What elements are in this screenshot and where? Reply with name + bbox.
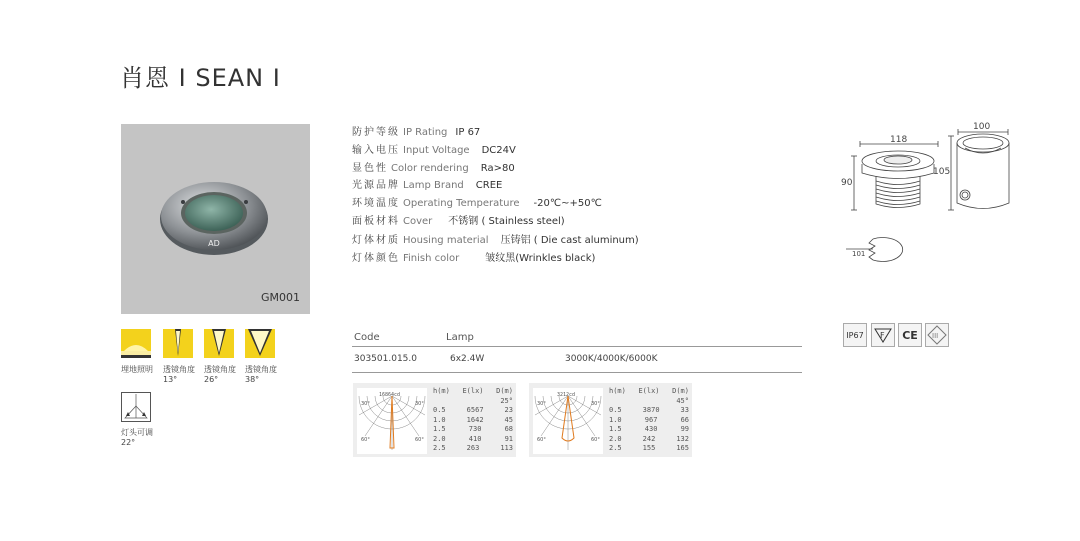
polar-diagram bbox=[533, 388, 603, 454]
svg-text:3212cd: 3212cd bbox=[557, 392, 576, 398]
beam-label: 透镜角度 26° bbox=[204, 365, 236, 384]
svg-text:16864cd: 16864cd bbox=[379, 392, 401, 398]
polar-diagram bbox=[357, 388, 427, 454]
beam-label: 埋地照明 bbox=[121, 365, 153, 374]
photometric-table: h(m) E(lx) D(m) 25° 0.5 6567 23 1.0 1642 45 1.5 730 68 2.0 410 91 2.5 263 113 bbox=[433, 387, 513, 452]
adjust-label: 灯头可调 22° bbox=[121, 428, 153, 447]
beam-label: 透镜角度 38° bbox=[245, 365, 277, 384]
class-iii-icon bbox=[925, 323, 949, 347]
svg-text:III: III bbox=[932, 332, 939, 340]
svg-text:101: 101 bbox=[852, 250, 866, 258]
svg-text:30°: 30° bbox=[361, 401, 370, 407]
code-header: Code bbox=[354, 332, 380, 343]
svg-text:60°: 60° bbox=[591, 437, 600, 443]
svg-text:105: 105 bbox=[933, 167, 951, 177]
svg-text:60°: 60° bbox=[361, 437, 370, 443]
model-label: GM001 bbox=[260, 291, 300, 304]
table-row: 1.5 430 99 bbox=[609, 425, 689, 433]
table-divider bbox=[352, 346, 802, 347]
svg-text:30°: 30° bbox=[415, 401, 424, 407]
beam-label: 透镜角度 13° bbox=[163, 365, 195, 384]
photometric-panel bbox=[529, 383, 692, 457]
spec-row: 灯体颜色 Finish color 皱纹黑(Wrinkles black) bbox=[352, 253, 596, 264]
inground-beam-icon bbox=[121, 329, 151, 358]
svg-text:90: 90 bbox=[841, 178, 853, 188]
photometric-panel bbox=[353, 383, 516, 457]
svg-text:30°: 30° bbox=[591, 401, 600, 407]
table-row: 0.5 6567 23 bbox=[433, 406, 513, 414]
spec-row: 防护等级 IP Rating IP 67 bbox=[352, 127, 481, 138]
spec-row: 输入电压 Input Voltage DC24V bbox=[352, 145, 516, 156]
dimension-drawing bbox=[838, 118, 1038, 268]
table-row: 0.5 3870 33 bbox=[609, 406, 689, 414]
f-mark-icon bbox=[871, 323, 895, 347]
lamp-header: Lamp bbox=[446, 332, 474, 343]
beam-13-icon bbox=[163, 329, 193, 358]
code-value: 303501.015.0 bbox=[354, 354, 417, 364]
table-row: 1.5 730 68 bbox=[433, 425, 513, 433]
beam-26-icon bbox=[204, 329, 234, 358]
spec-row: 显色性 Color rendering Ra>80 bbox=[352, 163, 515, 174]
table-row: 2.0 242 132 bbox=[609, 434, 689, 443]
lamp-value: 6x2.4W bbox=[450, 354, 485, 364]
svg-text:60°: 60° bbox=[415, 437, 424, 443]
table-row: 2.5 155 165 bbox=[609, 444, 689, 452]
lamp-image bbox=[121, 124, 310, 314]
ce-icon: CE bbox=[898, 323, 922, 347]
page-title: 肖恩 I SEAN I bbox=[120, 64, 281, 92]
spec-row: 灯体材质 Housing material 压铸铝 ( Die cast aluminum) bbox=[352, 235, 639, 246]
table-row: 1.0 967 66 bbox=[609, 415, 689, 424]
table-row: 2.5 263 113 bbox=[433, 444, 513, 452]
svg-text:F: F bbox=[880, 331, 885, 340]
product-photo bbox=[121, 124, 310, 314]
spec-row: 面板材料 Cover 不锈钢 ( Stainless steel) bbox=[352, 216, 565, 227]
table-divider bbox=[352, 372, 802, 373]
spec-row: 光源品牌 Lamp Brand CREE bbox=[352, 180, 503, 191]
logo: AD bbox=[208, 239, 220, 248]
svg-text:30°: 30° bbox=[537, 401, 546, 407]
table-row: 1.0 1642 45 bbox=[433, 415, 513, 424]
table-row: 2.0 410 91 bbox=[433, 434, 513, 443]
cct-value: 3000K/4000K/6000K bbox=[565, 354, 658, 364]
adjustable-head-icon bbox=[121, 392, 151, 422]
photometric-table: h(m) E(lx) D(m) 45° 0.5 3870 33 1.0 967 66 1.5 430 99 2.0 242 132 2.5 155 165 bbox=[609, 387, 689, 452]
svg-text:100: 100 bbox=[973, 122, 991, 132]
svg-text:60°: 60° bbox=[537, 437, 546, 443]
spec-row: 环境温度 Operating Temperature -20℃~+50℃ bbox=[352, 198, 602, 209]
beam-38-icon bbox=[245, 329, 275, 358]
svg-text:118: 118 bbox=[890, 135, 908, 145]
ip67-icon: IP67 bbox=[843, 323, 867, 347]
